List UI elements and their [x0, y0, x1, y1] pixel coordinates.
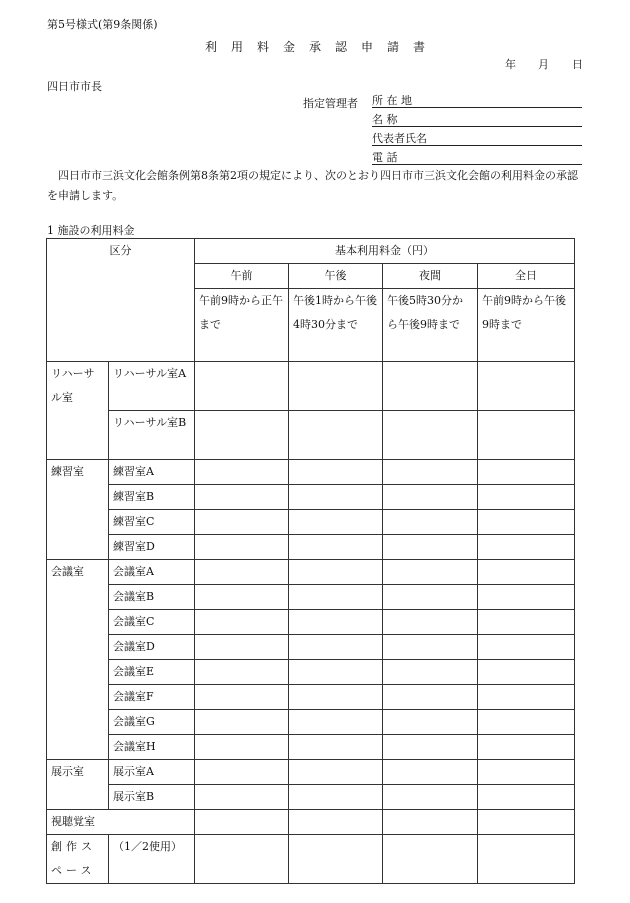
- fee-cell-evening[interactable]: [383, 362, 478, 411]
- fee-cell-allday[interactable]: [478, 760, 575, 785]
- period-header-morning: 午前: [195, 264, 289, 289]
- fee-cell-afternoon[interactable]: [289, 685, 383, 710]
- room-label: 会議室B: [109, 585, 195, 610]
- fee-cell-morning[interactable]: [195, 485, 289, 510]
- fee-cell-evening[interactable]: [383, 585, 478, 610]
- table-row: [47, 835, 575, 884]
- fee-cell-allday[interactable]: [478, 635, 575, 660]
- table-row: [47, 760, 575, 785]
- fee-cell-allday[interactable]: [478, 485, 575, 510]
- fee-cell-allday[interactable]: [478, 411, 575, 460]
- fee-cell-afternoon[interactable]: [289, 710, 383, 735]
- fee-cell-evening[interactable]: [383, 710, 478, 735]
- room-label: 会議室C: [109, 610, 195, 635]
- table-row: [47, 685, 575, 710]
- table-row: [47, 610, 575, 635]
- fee-cell-morning[interactable]: [195, 535, 289, 560]
- category-header: 区分: [47, 239, 195, 362]
- table-row: [47, 535, 575, 560]
- fee-cell-allday[interactable]: [478, 685, 575, 710]
- table-row: [47, 710, 575, 735]
- fee-cell-afternoon[interactable]: [289, 660, 383, 685]
- fee-cell-morning[interactable]: [195, 411, 289, 460]
- section-heading: 1 施設の利用料金: [47, 224, 135, 237]
- room-label: 会議室A: [109, 560, 195, 585]
- table-row: [47, 485, 575, 510]
- fee-cell-afternoon[interactable]: [289, 585, 383, 610]
- fee-cell-afternoon[interactable]: [289, 735, 383, 760]
- table-row: [47, 560, 575, 585]
- fee-cell-allday[interactable]: [478, 710, 575, 735]
- room-label: 会議室F: [109, 685, 195, 710]
- period-header-allday: 全日: [478, 264, 575, 289]
- group-label: 会議室: [47, 560, 109, 760]
- fee-cell-afternoon[interactable]: [289, 411, 383, 460]
- fee-cell-evening[interactable]: [383, 810, 478, 835]
- group-label: リハーサル室: [47, 362, 109, 460]
- fee-cell-morning[interactable]: [195, 785, 289, 810]
- fee-cell-allday[interactable]: [478, 610, 575, 635]
- fee-cell-afternoon[interactable]: [289, 485, 383, 510]
- period-header-afternoon: 午後: [289, 264, 383, 289]
- manager-representative-field[interactable]: [372, 130, 582, 146]
- room-label: リハーサル室B: [109, 411, 195, 460]
- room-label: リハーサル室A: [109, 362, 195, 411]
- fee-cell-allday[interactable]: [478, 660, 575, 685]
- fee-table-body: [47, 239, 575, 884]
- fee-cell-allday[interactable]: [478, 735, 575, 760]
- fee-cell-morning[interactable]: [195, 685, 289, 710]
- fee-cell-afternoon[interactable]: [289, 510, 383, 535]
- manager-address-field[interactable]: [372, 92, 582, 108]
- fee-cell-evening[interactable]: [383, 685, 478, 710]
- table-row: [47, 510, 575, 535]
- date-year-label: 年: [505, 58, 516, 71]
- fee-cell-evening[interactable]: [383, 510, 478, 535]
- table-row: [47, 810, 575, 835]
- fee-cell-allday[interactable]: [478, 835, 575, 884]
- fee-cell-afternoon[interactable]: [289, 560, 383, 585]
- table-row: [47, 660, 575, 685]
- fee-cell-morning[interactable]: [195, 760, 289, 785]
- period-time-afternoon: 午後1時から午後4時30分まで: [289, 289, 383, 362]
- fee-cell-morning[interactable]: [195, 460, 289, 485]
- period-time-morning: 午前9時から正午まで: [195, 289, 289, 362]
- fee-cell-evening[interactable]: [383, 835, 478, 884]
- manager-phone-label: 電 話: [372, 151, 398, 164]
- table-row: [47, 785, 575, 810]
- fee-cell-allday[interactable]: [478, 510, 575, 535]
- room-label: 展示室B: [109, 785, 195, 810]
- fee-cell-evening[interactable]: [383, 460, 478, 485]
- room-label: 会議室G: [109, 710, 195, 735]
- manager-name-field[interactable]: [372, 111, 582, 127]
- fee-header-row: [47, 239, 575, 264]
- fee-cell-afternoon[interactable]: [289, 610, 383, 635]
- form-number: 第5号様式(第9条関係): [47, 18, 158, 31]
- fee-cell-morning[interactable]: [195, 510, 289, 535]
- fee-cell-morning[interactable]: [195, 660, 289, 685]
- room-label: 会議室D: [109, 635, 195, 660]
- manager-representative-label: 代表者氏名: [372, 132, 427, 145]
- fee-cell-allday[interactable]: [478, 535, 575, 560]
- manager-label: 指定管理者: [303, 97, 358, 110]
- fee-cell-allday[interactable]: [478, 585, 575, 610]
- date-month-label: 月: [538, 58, 549, 71]
- fee-header: 基本利用料金（円）: [195, 239, 575, 264]
- table-row: [47, 362, 575, 411]
- audiovisual-room-label: 視聴覚室: [47, 810, 195, 835]
- room-label: 練習室A: [109, 460, 195, 485]
- application-statement: 四日市市三浜文化会館条例第8条第2項の規定により、次のとおり四日市市三浜文化会館の利用料金の承認を申請します。: [47, 169, 578, 202]
- period-header-evening: 夜間: [383, 264, 478, 289]
- fee-cell-allday[interactable]: [478, 560, 575, 585]
- fee-cell-morning[interactable]: [195, 610, 289, 635]
- fee-cell-morning[interactable]: [195, 635, 289, 660]
- group-label: 展示室: [47, 760, 109, 810]
- fee-cell-afternoon[interactable]: [289, 760, 383, 785]
- fee-table: [46, 238, 575, 884]
- addressee: 四日市市長: [47, 80, 102, 93]
- room-label: 練習室D: [109, 535, 195, 560]
- fee-cell-afternoon[interactable]: [289, 835, 383, 884]
- fee-cell-evening[interactable]: [383, 735, 478, 760]
- creative-space-label: 創作スペース: [47, 835, 109, 884]
- fee-cell-allday[interactable]: [478, 362, 575, 411]
- manager-name-label: 名 称: [372, 113, 398, 126]
- room-label: 練習室B: [109, 485, 195, 510]
- fee-cell-allday[interactable]: [478, 460, 575, 485]
- table-row: [47, 585, 575, 610]
- manager-phone-field[interactable]: [372, 149, 582, 165]
- fee-cell-afternoon[interactable]: [289, 460, 383, 485]
- fee-cell-evening[interactable]: [383, 535, 478, 560]
- group-label: 練習室: [47, 460, 109, 560]
- fee-cell-afternoon[interactable]: [289, 635, 383, 660]
- fee-cell-evening[interactable]: [383, 660, 478, 685]
- table-row: [47, 635, 575, 660]
- table-row: [47, 735, 575, 760]
- fee-cell-afternoon[interactable]: [289, 362, 383, 411]
- fee-cell-morning[interactable]: [195, 560, 289, 585]
- period-time-evening: 午後5時30分から午後9時まで: [383, 289, 478, 362]
- fee-cell-evening[interactable]: [383, 635, 478, 660]
- fee-cell-morning[interactable]: [195, 362, 289, 411]
- page-title: 利用料金承認申請書: [204, 40, 439, 54]
- fee-cell-morning[interactable]: [195, 710, 289, 735]
- fee-cell-afternoon[interactable]: [289, 535, 383, 560]
- fee-cell-evening[interactable]: [383, 610, 478, 635]
- room-label: 会議室E: [109, 660, 195, 685]
- fee-cell-evening[interactable]: [383, 785, 478, 810]
- table-row: [47, 411, 575, 460]
- fee-cell-morning[interactable]: [195, 835, 289, 884]
- fee-cell-evening[interactable]: [383, 485, 478, 510]
- fee-cell-allday[interactable]: [478, 785, 575, 810]
- room-label: 練習室C: [109, 510, 195, 535]
- creative-space-note: （1／2使用）: [109, 835, 195, 884]
- fee-cell-evening[interactable]: [383, 560, 478, 585]
- fee-cell-morning[interactable]: [195, 810, 289, 835]
- room-label: 会議室H: [109, 735, 195, 760]
- table-row: [47, 460, 575, 485]
- fee-cell-evening[interactable]: [383, 760, 478, 785]
- fee-cell-afternoon[interactable]: [289, 810, 383, 835]
- period-time-allday: 午前9時から午後9時まで: [478, 289, 575, 362]
- room-label: 展示室A: [109, 760, 195, 785]
- fee-cell-morning[interactable]: [195, 735, 289, 760]
- fee-cell-afternoon[interactable]: [289, 785, 383, 810]
- manager-address-label: 所 在 地: [372, 94, 412, 107]
- fee-cell-evening[interactable]: [383, 411, 478, 460]
- fee-cell-allday[interactable]: [478, 810, 575, 835]
- fee-cell-morning[interactable]: [195, 585, 289, 610]
- date-day-label: 日: [572, 58, 583, 71]
